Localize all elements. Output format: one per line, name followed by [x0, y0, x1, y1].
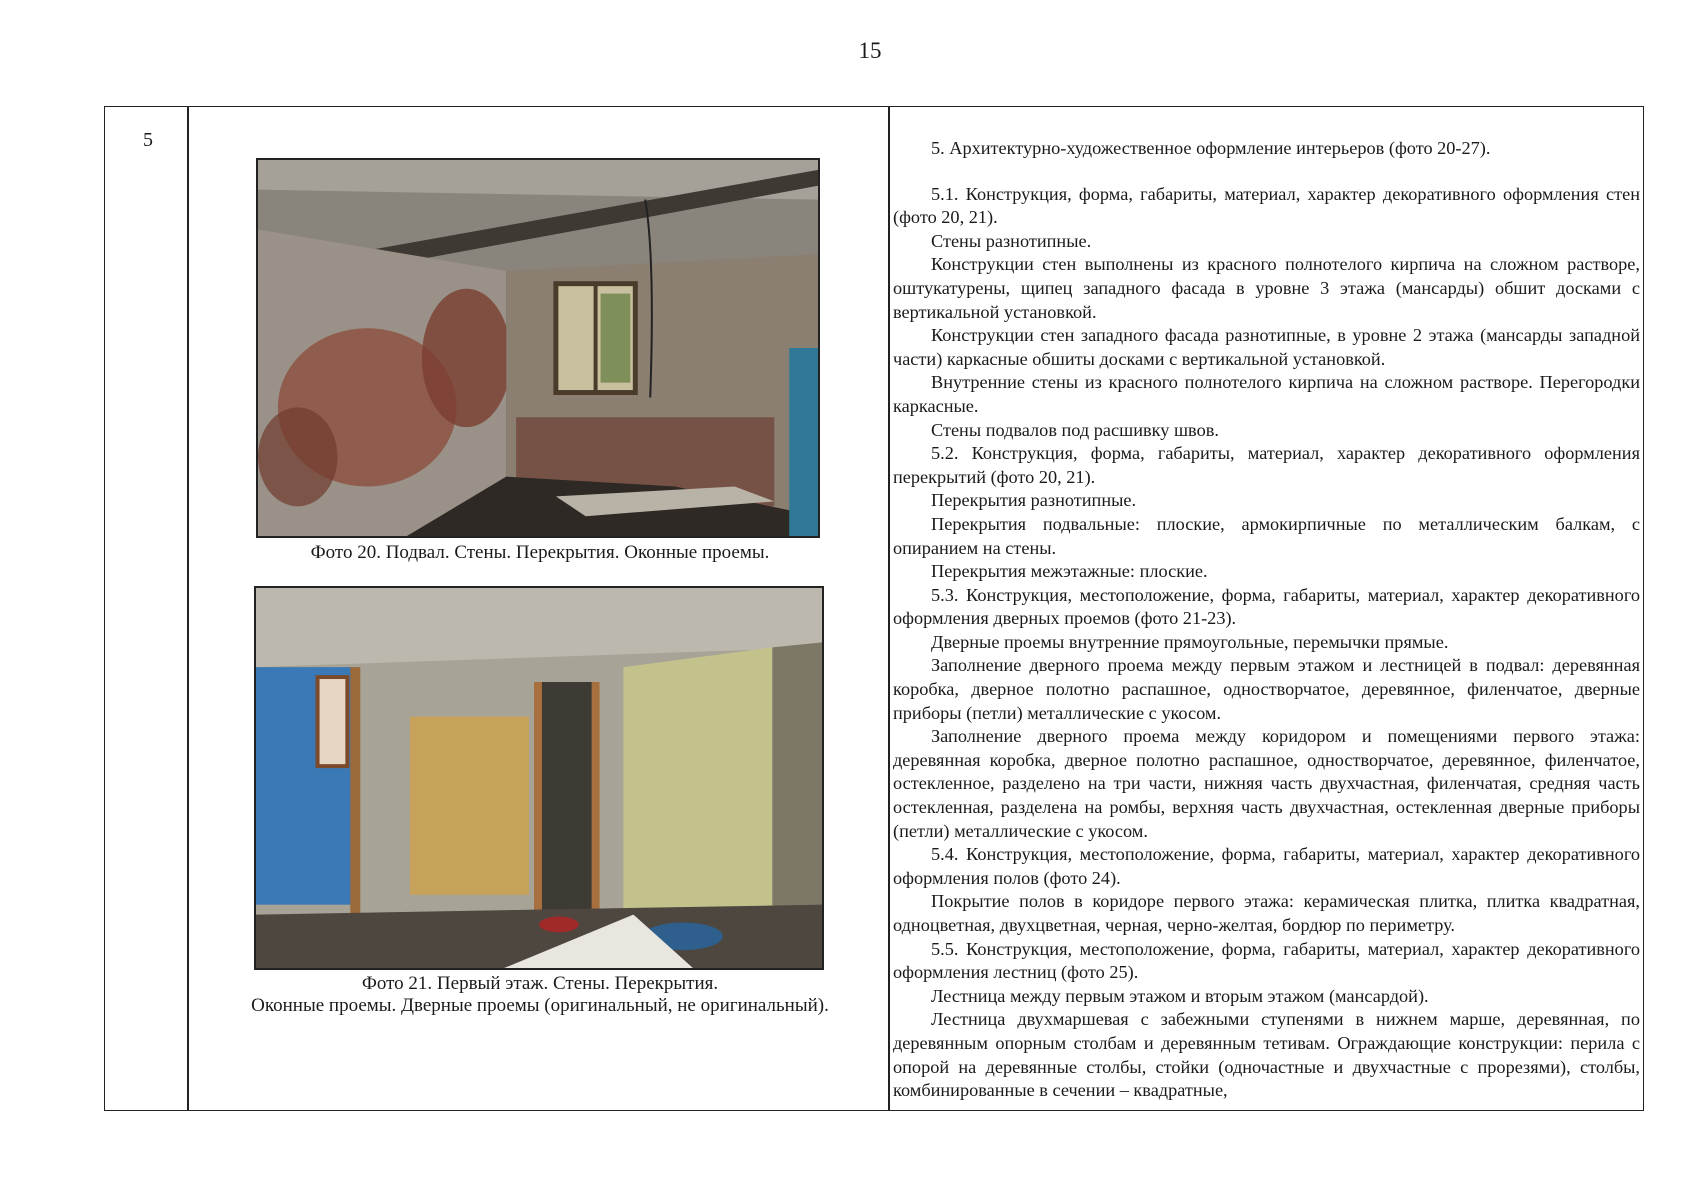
- page-number: 15: [858, 38, 882, 63]
- paragraph: Конструкции стен западного фасада разнотипные, в уровне 2 этажа (мансарды западной части) каркасные обшиты досками с вертикальной установкой.: [893, 325, 1640, 369]
- paragraph: Перекрытия межэтажные: плоские.: [931, 561, 1208, 582]
- paragraph: 5.4. Конструкция, местоположение, форма, габариты, материал, характер декоративного оформления полов (фото 24).: [893, 844, 1640, 888]
- paragraph: 5.1. Конструкция, форма, габариты, материал, характер декоративного оформления стен (фото 20, 21).: [893, 183, 1640, 228]
- row-number: 5: [143, 129, 153, 151]
- caption-line: Фото 21. Первый этаж. Стены. Перекрытия.: [361, 973, 719, 994]
- paragraph: Дверные проемы внутренние прямоугольные, перемычки прямые.: [931, 631, 1449, 652]
- photo-caption: [197, 973, 883, 1017]
- paragraph: Заполнение дверного проема между первым этажом и лестницей в подвал: деревянная коробка, дверное полотно распашное, одностворчатое, деревянное, филенчатое, дверные приборы (петли) металлические с укосом.: [893, 655, 1640, 723]
- column-divider: [888, 107, 890, 1110]
- paragraph: Перекрытия подвальные: плоские, армокирпичные по металлическим балкам, с опиранием на стены.: [893, 513, 1640, 558]
- caption-line: Оконные проемы. Дверные проемы (оригинальный, не оригинальный).: [251, 995, 829, 1016]
- column-divider: [187, 107, 189, 1110]
- paragraph: Заполнение дверного проема между коридором и помещениями первого этажа: деревянная коробка, дверное полотно распашное, одностворчатое, деревянное, филенчатое, остекленное, разделено на три части, нижняя часть двухчастная, филенчатая, средняя часть остекленная, разделена на ромбы, верхняя часть двухчастная, остекленная дверные приборы (петли) металлические с укосом.: [893, 726, 1640, 841]
- paragraph: Конструкции стен выполнены из красного полнотелого кирпича на сложном растворе, оштукатурены, щипец западного фасада в уровне 3 этажа (мансарды) обшит досками с вертикальной установкой.: [893, 254, 1640, 322]
- paragraph: 5.2. Конструкция, форма, габариты, материал, характер декоративного оформления перекрытий (фото 20, 21).: [893, 443, 1640, 487]
- paragraph: Лестница двухмаршевая с забежными ступенями в нижнем марше, деревянная, по деревянным опорным столбам и деревянным тетивам. Ограждающие конструкции: перила с опорой на деревянные столбы, стойки (одночастные и двухчастные с прорезями), столбы, комбинированные в сечении – квадратные,: [893, 1009, 1640, 1101]
- paragraph: Стены подвалов под расшивку швов.: [931, 419, 1219, 440]
- paragraph: Лестница между первым этажом и вторым этажом (мансардой).: [931, 985, 1429, 1006]
- photo-caption: Фото 20. Подвал. Стены. Перекрытия. Оконные проемы.: [310, 542, 770, 563]
- section-heading: 5. Архитектурно-художественное оформление интерьеров (фото 20-27).: [931, 138, 1491, 158]
- description-text: [893, 137, 1640, 1103]
- paragraph: 5.3. Конструкция, местоположение, форма, габариты, материал, характер декоративного оформления дверных проемов (фото 21-23).: [893, 584, 1640, 629]
- paragraph: Стены разнотипные.: [931, 230, 1092, 251]
- paragraph: Покрытие полов в коридоре первого этажа: керамическая плитка, плитка квадратная, одноцветная, двухцветная, черная, черно-желтая, бордюр по периметру.: [893, 891, 1640, 935]
- paragraph: Перекрытия разнотипные.: [931, 490, 1137, 511]
- photo-first-floor: [254, 586, 824, 970]
- paragraph: 5.5. Конструкция, местоположение, форма, габариты, материал, характер декоративного оформления лестниц (фото 25).: [893, 938, 1640, 983]
- paragraph: Внутренние стены из красного полнотелого кирпича на сложном растворе. Перегородки каркасные.: [893, 372, 1640, 416]
- content-table: [104, 106, 1644, 1111]
- photo-basement: [256, 158, 820, 538]
